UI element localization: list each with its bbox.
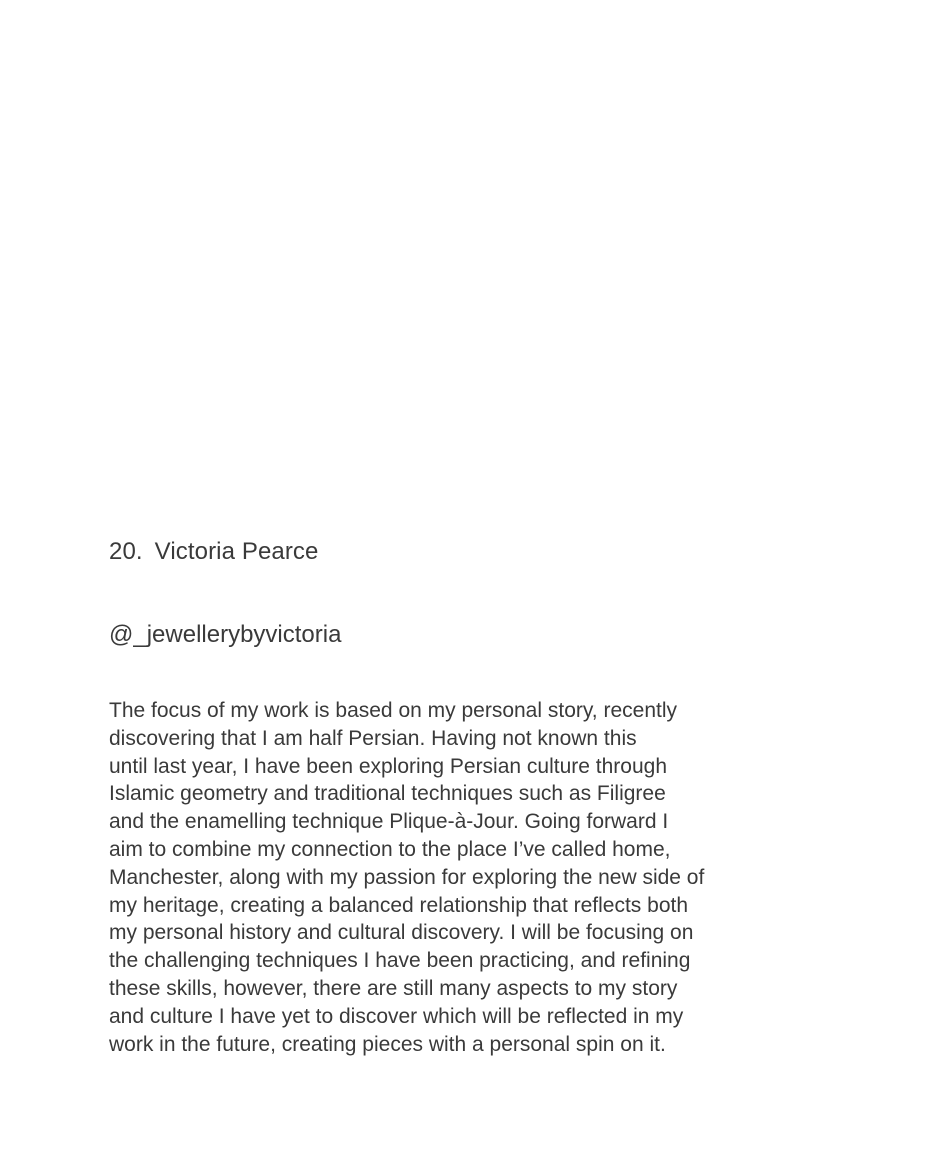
statement-line: Islamic geometry and traditional techniques such as Filigree	[109, 782, 666, 806]
statement-line: my heritage, creating a balanced relationship that reflects both	[109, 893, 689, 917]
statement-line: these skills, however, there are still many aspects to my story	[109, 976, 678, 1000]
statement-line: work in the future, creating pieces with a personal spin on it.	[109, 1032, 666, 1056]
statement-line: and the enamelling technique Plique-à-Jour. Going forward I	[109, 810, 669, 834]
artist-statement	[109, 697, 809, 1058]
statement-line: my personal history and cultural discovery. I will be focusing on	[109, 921, 694, 945]
entry-heading	[109, 537, 318, 567]
artist-name: Victoria Pearce	[154, 538, 319, 565]
statement-line: The focus of my work is based on my personal story, recently	[109, 699, 678, 722]
social-handle: @_jewellerybyvictoria	[109, 621, 342, 648]
statement-line: and culture I have yet to discover which will be reflected in my	[109, 1004, 684, 1028]
statement-line: discovering that I am half Persian. Having not known this	[109, 726, 637, 750]
statement-line: Manchester, along with my passion for exploring the new side of	[109, 865, 705, 889]
statement-line: aim to combine my connection to the place I’ve called home,	[109, 837, 671, 861]
statement-line: the challenging techniques I have been practicing, and refining	[109, 949, 691, 973]
entry-number: 20.	[109, 538, 143, 565]
statement-line: until last year, I have been exploring Persian culture through	[109, 754, 668, 778]
